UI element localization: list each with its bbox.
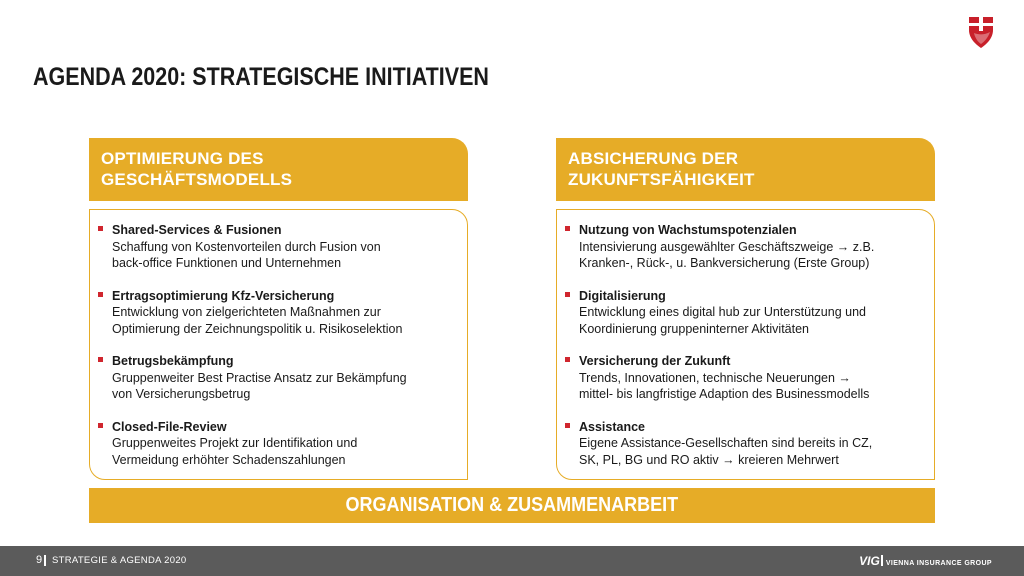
divider xyxy=(881,555,883,566)
item-description: Vermeidung erhöhter Schadenszahlungen xyxy=(112,452,346,467)
column-header-line: ABSICHERUNG DER xyxy=(568,149,739,168)
brand-wordmark xyxy=(859,554,992,568)
page-title: AGENDA 2020: STRATEGISCHE INITIATIVEN xyxy=(33,63,489,91)
item-description: Entwicklung von zielgerichteten Maßnahmen zur xyxy=(112,305,381,319)
red-square-bullet-icon xyxy=(565,288,579,338)
page-number: 9 xyxy=(36,554,43,566)
item-description: Koordinierung gruppeninterner Aktivitäten xyxy=(579,321,810,336)
item-title: Closed-File-Review xyxy=(112,419,227,434)
item-description: Intensivierung ausgewählter Geschäftszweige → z.B. xyxy=(579,239,875,254)
item-description: Trends, Innovationen, technische Neuerungen → xyxy=(579,370,851,385)
item-description: Entwicklung eines digital hub zur Unterstützung und xyxy=(579,305,866,319)
column-body xyxy=(556,209,935,480)
item-description: Eigene Assistance-Gesellschaften sind bereits in CZ, xyxy=(579,436,873,450)
list-item xyxy=(98,419,457,469)
item-description: Gruppenweites Projekt zur Identifikation und xyxy=(112,436,358,450)
item-description: mittel- bis langfristige Adaption des Businessmodells xyxy=(579,387,870,401)
list-item xyxy=(565,419,924,469)
item-title: Versicherung der Zukunft xyxy=(579,354,731,368)
brand-short: VIG xyxy=(859,554,880,568)
column-optimierung xyxy=(89,138,468,480)
item-title: Assistance xyxy=(579,419,646,434)
item-description: Kranken-, Rück-, u. Bankversicherung (Erste Group) xyxy=(579,256,870,270)
item-description: SK, PL, BG und RO aktiv → kreieren Mehrwert xyxy=(579,452,839,467)
list-item xyxy=(98,222,457,272)
column-header xyxy=(556,138,935,201)
item-description: Schaffung von Kostenvorteilen durch Fusion von xyxy=(112,239,381,254)
item-title: Betrugsbekämpfung xyxy=(112,354,234,368)
item-description: Optimierung der Zeichnungspolitik u. Risikoselektion xyxy=(112,321,403,336)
list-item xyxy=(565,353,924,403)
column-absicherung xyxy=(556,138,935,480)
red-square-bullet-icon xyxy=(565,419,579,469)
item-title: Ertragsoptimierung Kfz-Versicherung xyxy=(112,288,335,303)
list-item xyxy=(98,353,457,403)
red-square-bullet-icon xyxy=(98,353,112,403)
item-description: von Versicherungsbetrug xyxy=(112,387,251,401)
item-title: Nutzung von Wachstumspotenzialen xyxy=(579,223,797,237)
red-square-bullet-icon xyxy=(98,419,112,469)
vig-shield-logo-icon xyxy=(968,16,994,50)
column-body xyxy=(89,209,468,480)
item-description: back-office Funktionen und Unternehmen xyxy=(112,256,342,270)
brand-name: VIENNA INSURANCE GROUP xyxy=(885,560,992,567)
organisation-banner-label: ORGANISATION & ZUSAMMENARBEIT xyxy=(345,494,679,516)
list-item xyxy=(565,288,924,338)
red-square-bullet-icon xyxy=(98,222,112,272)
section-label: STRATEGIE & AGENDA 2020 xyxy=(52,555,187,566)
column-header-line: OPTIMIERUNG DES xyxy=(101,149,264,168)
red-square-bullet-icon xyxy=(565,222,579,272)
item-title: Shared-Services & Fusionen xyxy=(112,223,282,237)
red-square-bullet-icon xyxy=(98,288,112,338)
footer-bar xyxy=(0,546,1024,576)
item-title: Digitalisierung xyxy=(579,288,666,303)
item-description: Gruppenweiter Best Practise Ansatz zur Bekämpfung xyxy=(112,370,407,385)
divider xyxy=(44,555,46,566)
organisation-banner xyxy=(89,488,935,523)
list-item xyxy=(98,288,457,338)
column-header xyxy=(89,138,468,201)
list-item xyxy=(565,222,924,272)
red-square-bullet-icon xyxy=(565,353,579,403)
column-header-line: ZUKUNFTSFÄHIGKEIT xyxy=(568,170,755,189)
column-header-line: GESCHÄFTSMODELLS xyxy=(101,170,293,189)
